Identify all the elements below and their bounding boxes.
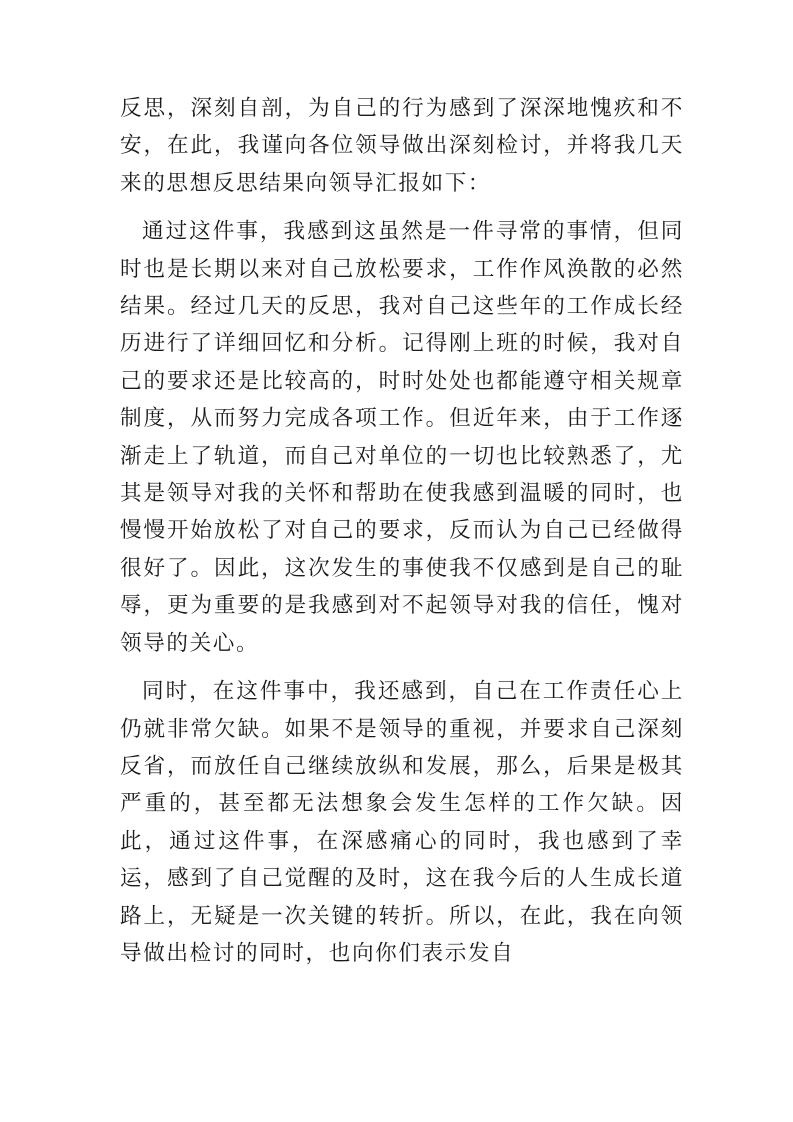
paragraph-2: 通过这件事，我感到这虽然是一件寻常的事情，但同时也是长期以来对自己放松要求，工作作风涣散的必然结果。经过几天的反思，我对自己这些年的工作成长经历进行了详细回忆和分析。记得刚上班的时候，我对自己的要求还是比较高的，时时处处也都能遵守相关规章制度，从而努力完成各项工作。但近年来，由于工作逐渐走上了轨道，而自己对单位的一切也比较熟悉了，尤其是领导对我的关怀和帮助在使我感到温暖的同时，也慢慢开始放松了对自己的要求，反而认为自己已经做得很好了。因此，这次发生的事使我不仅感到是自己的耻辱，更为重要的是我感到对不起领导对我的信任，愧对领导的关心。 [120, 219, 684, 656]
document-body [120, 90, 684, 972]
paragraph-3: 同时，在这件事中，我还感到，自己在工作责任心上仍就非常欠缺。如果不是领导的重视，并要求自己深刻反省，而放任自己继续放纵和发展，那么，后果是极其严重的，甚至都无法想象会发生怎样的工作欠缺。因此，通过这件事，在深感痛心的同时，我也感到了幸运，感到了自己觉醒的及时，这在我今后的人生成长道路上，无疑是一次关键的转折。所以，在此，我在向领导做出检讨的同时，也向你们表示发自 [120, 679, 684, 966]
paragraph-1: 反思，深刻自剖，为自己的行为感到了深深地愧疚和不安，在此，我谨向各位领导做出深刻检讨，并将我几天来的思想反思结果向领导汇报如下： [120, 96, 684, 196]
